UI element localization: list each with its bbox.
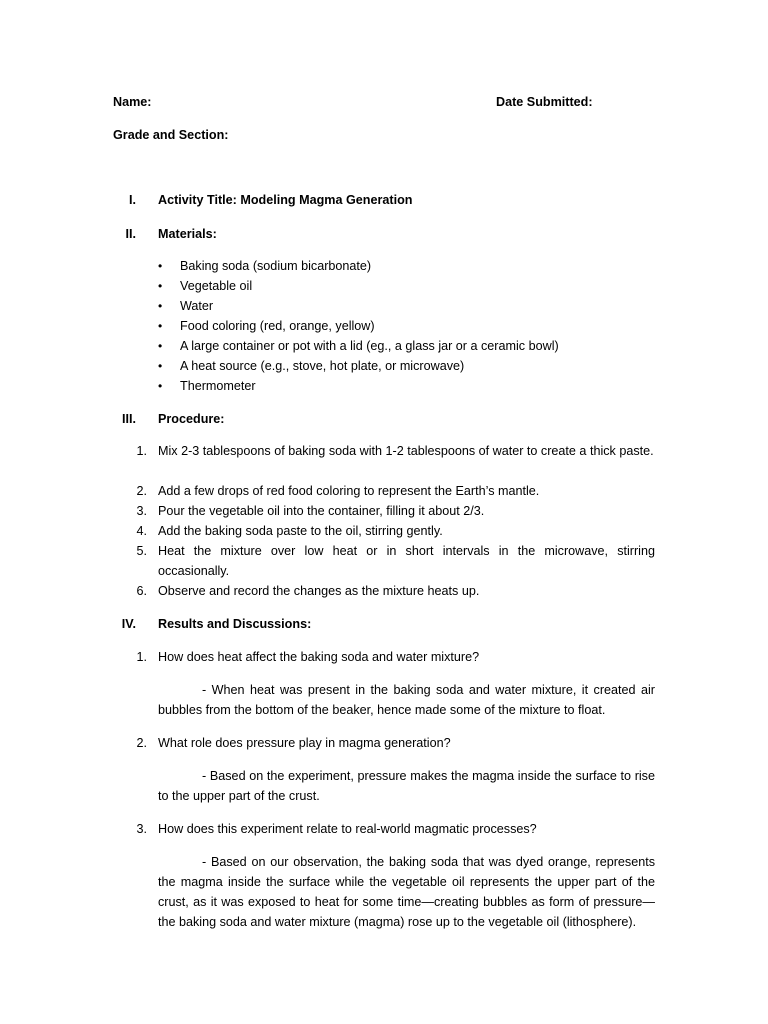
bullet-icon: • xyxy=(158,379,163,393)
step-number: 3. xyxy=(136,504,147,518)
procedure-heading: Procedure: xyxy=(158,412,225,426)
section-2-numeral: II. xyxy=(125,227,136,241)
material-item: Vegetable oil xyxy=(180,279,253,293)
results-heading: Results and Discussions: xyxy=(158,617,312,631)
section-1-numeral: I. xyxy=(129,193,136,207)
step-number: 1. xyxy=(136,444,147,458)
question-number: 2. xyxy=(136,736,147,750)
discussion-answer: - When heat was present in the baking soda and water mixture, it created air bubbles from the bottom of the beaker, hence made some of the mixture to float. xyxy=(158,683,655,717)
material-item: Thermometer xyxy=(180,379,256,393)
material-item: A large container or pot with a lid (eg., a glass jar or a ceramic bowl) xyxy=(180,339,559,353)
question-number: 1. xyxy=(136,650,147,664)
procedure-step: Add the baking soda paste to the oil, stirring gently. xyxy=(158,524,443,538)
section-3-numeral: III. xyxy=(122,412,136,426)
step-number: 5. xyxy=(136,544,147,558)
step-number: 2. xyxy=(136,484,147,498)
procedure-step: Observe and record the changes as the mixture heats up. xyxy=(158,584,480,598)
section-4-numeral: IV. xyxy=(121,617,136,631)
question-number: 3. xyxy=(136,822,147,836)
discussion-answer: - Based on the experiment, pressure makes the magma inside the surface to rise to the upper part of the crust. xyxy=(158,769,655,803)
material-item: Baking soda (sodium bicarbonate) xyxy=(180,259,372,273)
procedure-step: Mix 2-3 tablespoons of baking soda with 1-2 tablespoons of water to create a thick paste. xyxy=(158,444,654,458)
procedure-step: Add a few drops of red food coloring to represent the Earth’s mantle. xyxy=(158,484,540,498)
material-item: Food coloring (red, orange, yellow) xyxy=(180,319,375,333)
bullet-icon: • xyxy=(158,259,163,273)
material-item: Water xyxy=(180,299,214,313)
step-number: 4. xyxy=(136,524,147,538)
bullet-icon: • xyxy=(158,279,163,293)
step-number: 6. xyxy=(136,584,147,598)
bullet-icon: • xyxy=(158,319,163,333)
discussion-question: How does this experiment relate to real-world magmatic processes? xyxy=(158,822,537,836)
procedure-step: Pour the vegetable oil into the container, filling it about 2/3. xyxy=(158,504,485,518)
material-item: A heat source (e.g., stove, hot plate, or microwave) xyxy=(180,359,465,373)
bullet-icon: • xyxy=(158,339,163,353)
date-submitted-label: Date Submitted: xyxy=(496,95,593,109)
grade-section-label: Grade and Section: xyxy=(113,128,229,142)
discussion-question: What role does pressure play in magma generation? xyxy=(158,736,451,750)
discussion-answer: - Based on our observation, the baking soda that was dyed orange, represents the magma inside the surface while the vegetable oil represents the upper part of the crust, as it was exposed to heat for some time—creating bubbles as form of pressure—the baking soda and water mixture (magma) rose up to the vegetable oil (lithosphere). xyxy=(158,855,655,929)
bullet-icon: • xyxy=(158,299,163,313)
activity-title: Activity Title: Modeling Magma Generation xyxy=(158,193,413,207)
name-label: Name: xyxy=(113,95,152,109)
bullet-icon: • xyxy=(158,359,163,373)
procedure-step: Heat the mixture over low heat or in short intervals in the microwave, stirring occasionally. xyxy=(158,544,655,578)
materials-heading: Materials: xyxy=(158,227,217,241)
discussion-question: How does heat affect the baking soda and water mixture? xyxy=(158,650,480,664)
